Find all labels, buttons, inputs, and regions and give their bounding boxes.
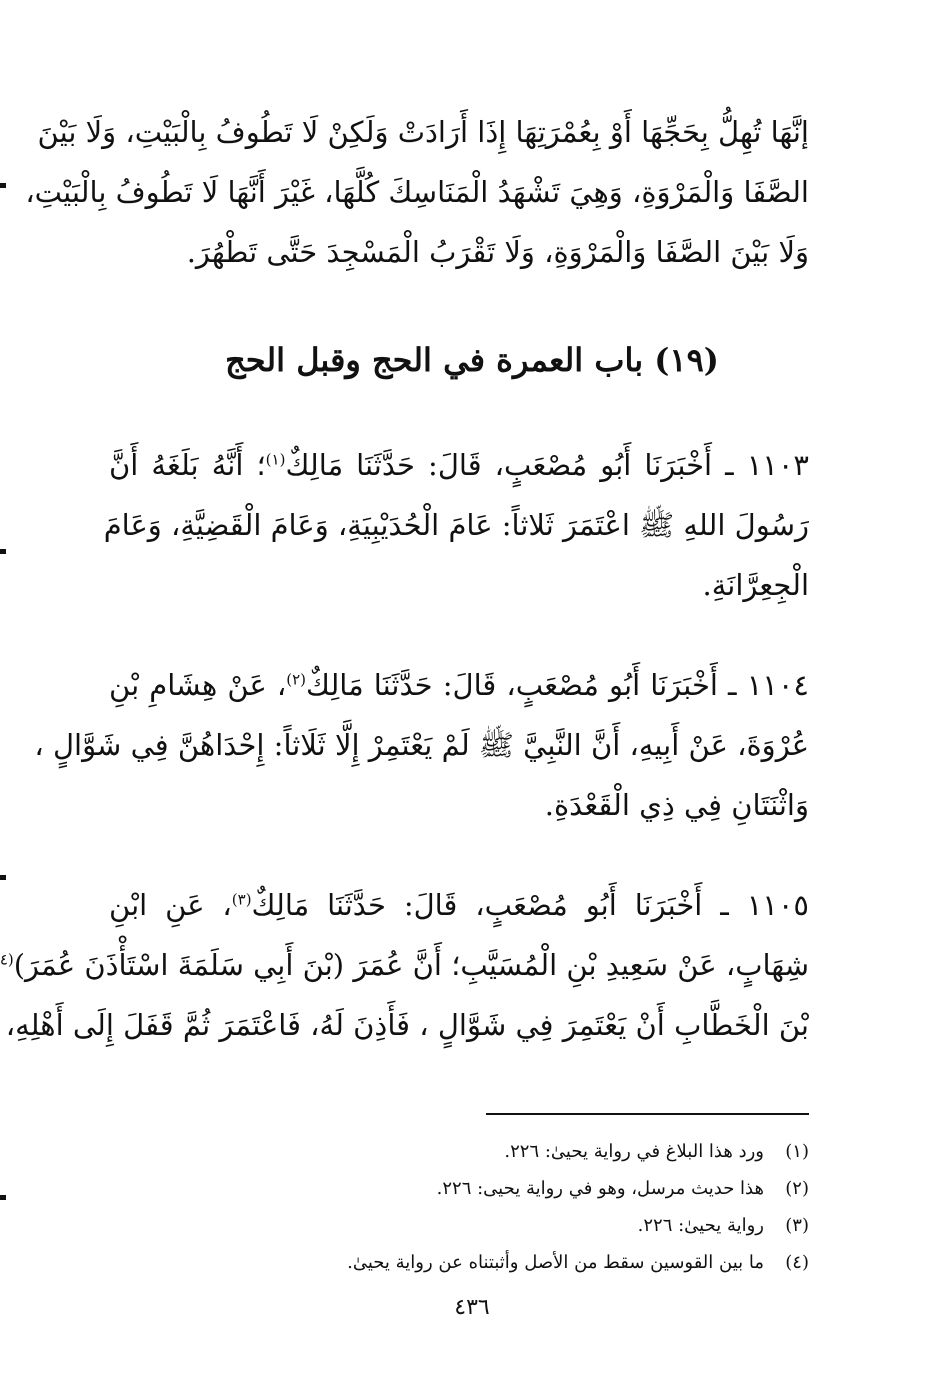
footnote-item <box>109 1244 809 1281</box>
scan-edge-mark <box>0 1195 6 1200</box>
hadith-text: ١١٠٣ ـ أَخْبَرَنَا أَبُو مُصْعَبٍ، قَالَ: حَدَّثَنَا مَالِكٌ <box>285 448 809 482</box>
footnote-text: ورد هذا البلاغ في رواية يحيىٰ: ٢٢٦. <box>504 1141 764 1162</box>
hadith-text: ؛ أَنَّهُ بَلَغَهُ أَنَّ <box>109 448 266 482</box>
scan-edge-mark <box>0 549 6 554</box>
hadith-1104 <box>34 655 809 835</box>
footnote-item <box>109 1207 809 1244</box>
intro-line: إنَّهَا تُهِلُّ بِحَجِّهَا أَوْ بِعُمْرَتِهَا إِذَا أَرَادَتْ وَلَكِنْ لَا تَطُوفُ بِالْبَيْتِ، وَلَا بَيْنَ <box>37 115 809 149</box>
scan-edge-mark <box>0 183 6 188</box>
intro-line: وَلَا بَيْنَ الصَّفَا وَالْمَرْوَةِ، وَلَا تَقْرَبُ الْمَسْجِدَ حَتَّى تَطْهُرَ. <box>186 235 809 269</box>
hadith-line: عُرْوَةَ، عَنْ أَبِيهِ، أَنَّ النَّبِيَّ ﷺ لَمْ يَعْتَمِرْ إِلَّا ثَلَاثاً: إِحْدَاهُنَّ فِي شَوَّالٍ ، <box>34 728 809 762</box>
footnote-text: هذا حديث مرسل، وهو في رواية يحيى: ٢٢٦. <box>436 1178 764 1199</box>
hadith-text: ، عَنْ هِشَامِ بْنِ <box>109 668 287 702</box>
footnote-ref: (٣) <box>231 890 252 909</box>
hadith-line <box>109 435 809 495</box>
hadith-line: وَاثْنَتَانِ فِي ذِي الْقَعْدَةِ. <box>544 788 809 822</box>
hadith-1105 <box>0 875 809 1055</box>
footnote-ref: (١) <box>265 450 286 469</box>
footnote-item <box>109 1133 809 1170</box>
intro-paragraph <box>25 102 809 282</box>
page-number: ٤٣٦ <box>454 1295 490 1320</box>
footnote-text: ما بين القوسين سقط من الأصل وأثبتناه عن رواية يحيىٰ. <box>347 1252 764 1273</box>
hadith-line <box>0 935 809 995</box>
hadith-1103 <box>103 435 809 615</box>
footnote-number: (١) <box>785 1141 809 1162</box>
footnotes <box>109 1133 809 1281</box>
hadith-text: ١١٠٥ ـ أَخْبَرَنَا أَبُو مُصْعَبٍ، قَالَ: حَدَّثَنَا مَالِكٌ <box>251 888 809 922</box>
footnote-number: (٢) <box>785 1178 809 1199</box>
hadith-line <box>109 655 809 715</box>
footnote-separator <box>486 1113 809 1115</box>
footnote-text: رواية يحيىٰ: ٢٢٦. <box>637 1215 764 1236</box>
hadith-line: بْنَ الْخَطَّابِ أَنْ يَعْتَمِرَ فِي شَوَّالٍ ، فَأَذِنَ لَهُ، فَاعْتَمَرَ ثُمَّ قَفَلَ إِلَى أَهْلِهِ، <box>5 1008 809 1042</box>
hadith-text: ١١٠٤ ـ أَخْبَرَنَا أَبُو مُصْعَبٍ، قَالَ: حَدَّثَنَا مَالِكٌ <box>306 668 809 702</box>
footnote-number: (٣) <box>785 1215 809 1236</box>
footnote-ref: (٤ <box>0 950 14 969</box>
scan-edge-mark <box>0 875 6 880</box>
footnote-number: (٤) <box>785 1252 809 1273</box>
footnote-item <box>109 1170 809 1207</box>
footnote-ref: (٢) <box>286 670 307 689</box>
chapter-heading: (١٩) باب العمرة في الحج وقبل الحج <box>225 341 719 379</box>
hadith-text: شِهَابٍ، عَنْ سَعِيدِ بْنِ الْمُسَيَّبِ؛ أَنَّ عُمَرَ (بْنَ أَبِي سَلَمَةَ اسْتَأْذَنَ عُمَرَ) <box>13 948 809 982</box>
hadith-text: ، عَنِ ابْنِ <box>109 888 232 922</box>
hadith-line <box>109 875 809 935</box>
hadith-line: رَسُولَ اللهِ ﷺ اعْتَمَرَ ثَلاثاً: عَامَ الْحُدَيْبِيَةِ، وَعَامَ الْقَضِيَّةِ، وَعَامَ <box>103 508 809 542</box>
intro-line: الصَّفَا وَالْمَرْوَةِ، وَهِيَ تَشْهَدُ الْمَنَاسِكَ كُلَّهَا، غَيْرَ أَنَّهَا لَا تَطُوفُ بِالْبَيْتِ، <box>25 175 809 209</box>
hadith-line: الْجِعِرَّانَةِ. <box>702 568 809 602</box>
